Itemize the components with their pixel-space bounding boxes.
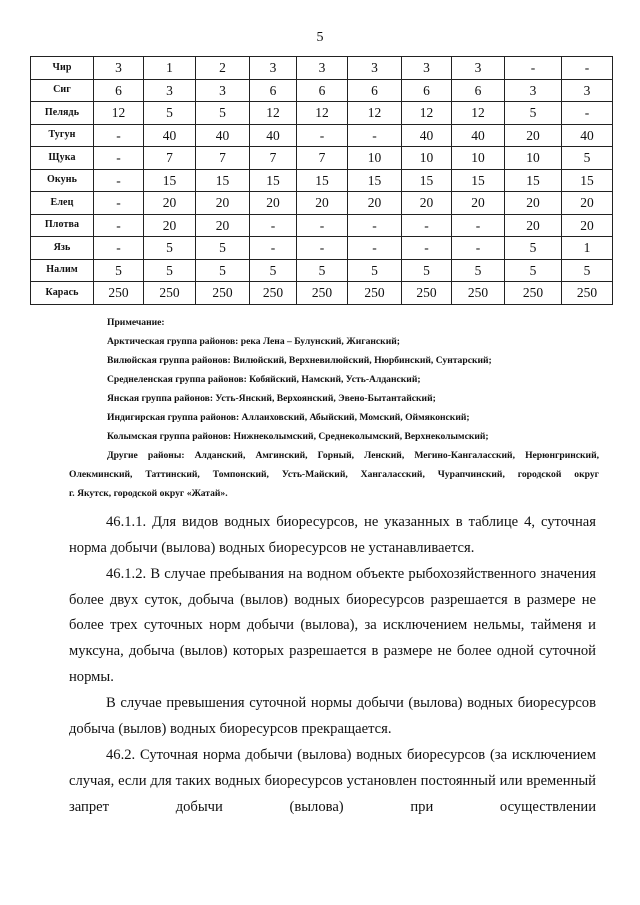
- notes-title: Примечание:: [107, 317, 165, 328]
- limit-cell: 20: [505, 192, 562, 215]
- limit-cell: 20: [196, 214, 250, 237]
- limit-cell: 40: [250, 124, 297, 147]
- fish-name-cell: Налим: [31, 259, 94, 282]
- limit-cell: -: [402, 214, 452, 237]
- limit-cell: 7: [297, 147, 348, 170]
- limit-cell: 1: [562, 237, 613, 260]
- limit-cell: -: [94, 147, 144, 170]
- limit-cell: -: [348, 237, 402, 260]
- paragraph-46-1-2: 46.1.2. В случае пребывания на водном объекте рыбохозяйственного значения более двух суток, добыча (вылов) водных биоресурсов разрешается в размере не более трех суточных норм добычи (вылова), за исключением нельмы, тайменя и муксуна, добыча (вылов) которых разрешается в размере не более одной суточной нормы.: [69, 566, 596, 685]
- fish-name-cell: Тугун: [31, 124, 94, 147]
- limit-cell: 10: [348, 147, 402, 170]
- limit-cell: 3: [94, 57, 144, 80]
- limit-cell: 5: [94, 259, 144, 282]
- limit-cell: 20: [452, 192, 505, 215]
- note-yana: Янская группа районов: Усть-Янский, Верхоянский, Эвено-Бытантайский;: [107, 393, 436, 404]
- limit-cell: 40: [144, 124, 196, 147]
- limit-cell: 40: [196, 124, 250, 147]
- limit-cell: -: [94, 192, 144, 215]
- limit-cell: 7: [196, 147, 250, 170]
- limit-cell: -: [250, 237, 297, 260]
- limit-cell: 5: [297, 259, 348, 282]
- limit-cell: 250: [196, 282, 250, 305]
- limit-cell: 6: [250, 79, 297, 102]
- limit-cell: 12: [402, 102, 452, 125]
- fish-name-cell: Чир: [31, 57, 94, 80]
- limit-cell: 15: [402, 169, 452, 192]
- table-body: [31, 57, 613, 305]
- limit-cell: -: [562, 102, 613, 125]
- paragraph-46-2: 46.2. Суточная норма добычи (вылова) водных биоресурсов (за исключением случая, если для таких водных биоресурсов установлен постоянный или временный запрет добычи (вылова) при осуществлении: [69, 747, 596, 815]
- limit-cell: 20: [505, 124, 562, 147]
- limit-cell: 12: [94, 102, 144, 125]
- limit-cell: -: [348, 124, 402, 147]
- limit-cell: -: [94, 124, 144, 147]
- limit-cell: 12: [348, 102, 402, 125]
- limit-cell: 250: [452, 282, 505, 305]
- table-row: [31, 237, 613, 260]
- limit-cell: 20: [505, 214, 562, 237]
- note-other-line-1: Другие районы: Алданский, Амгинский, Горный, Ленский, Мегино-Кангаласский, Нерюнгринский,: [107, 450, 599, 461]
- limit-cell: 20: [402, 192, 452, 215]
- limit-cell: 7: [144, 147, 196, 170]
- limit-cell: 5: [505, 237, 562, 260]
- limit-cell: 5: [505, 102, 562, 125]
- table-row: [31, 214, 613, 237]
- limit-cell: 15: [505, 169, 562, 192]
- limit-cell: 20: [250, 192, 297, 215]
- limit-cell: 2: [196, 57, 250, 80]
- limit-cell: -: [94, 169, 144, 192]
- fish-name-cell: Пелядь: [31, 102, 94, 125]
- limit-cell: 15: [250, 169, 297, 192]
- limit-cell: 7: [250, 147, 297, 170]
- limit-cell: 5: [250, 259, 297, 282]
- limit-cell: 15: [562, 169, 613, 192]
- limit-cell: -: [297, 237, 348, 260]
- table-row: [31, 79, 613, 102]
- limit-cell: 250: [402, 282, 452, 305]
- paragraph-excess-norm: В случае превышения суточной нормы добычи (вылова) водных биоресурсов добыча (вылов) водных биоресурсов прекращается.: [69, 695, 596, 737]
- limit-cell: 5: [144, 237, 196, 260]
- limit-cell: 250: [94, 282, 144, 305]
- limit-cell: 5: [452, 259, 505, 282]
- limit-cell: -: [250, 214, 297, 237]
- limit-cell: 15: [297, 169, 348, 192]
- paragraph-46-1-1: 46.1.1. Для видов водных биоресурсов, не указанных в таблице 4, суточная норма добычи (вылова) водных биоресурсов не устанавливается.: [69, 514, 596, 556]
- limit-cell: -: [402, 237, 452, 260]
- limit-cell: -: [452, 214, 505, 237]
- limit-cell: 250: [505, 282, 562, 305]
- limit-cell: -: [94, 214, 144, 237]
- fish-name-cell: Щука: [31, 147, 94, 170]
- limit-cell: 40: [402, 124, 452, 147]
- fish-name-cell: Карась: [31, 282, 94, 305]
- note-arctic: Арктическая группа районов: река Лена – Булунский, Жиганский;: [107, 336, 400, 347]
- limit-cell: 40: [562, 124, 613, 147]
- limit-cell: 10: [402, 147, 452, 170]
- limit-cell: 3: [144, 79, 196, 102]
- limit-cell: 15: [196, 169, 250, 192]
- fish-name-cell: Плотва: [31, 214, 94, 237]
- limit-cell: 12: [250, 102, 297, 125]
- limit-cell: 20: [196, 192, 250, 215]
- note-kolyma: Колымская группа районов: Нижнеколымский, Среднеколымский, Верхнеколымский;: [107, 431, 489, 442]
- note-indigirka: Индигирская группа районов: Аллаиховский, Абыйский, Момский, Оймяконский;: [107, 412, 470, 423]
- limit-cell: 15: [144, 169, 196, 192]
- table-row: [31, 192, 613, 215]
- limit-cell: 10: [505, 147, 562, 170]
- limit-cell: 5: [144, 259, 196, 282]
- table-row: [31, 259, 613, 282]
- limit-cell: -: [562, 57, 613, 80]
- limit-cell: 5: [196, 237, 250, 260]
- limit-cell: 3: [196, 79, 250, 102]
- limit-cell: 250: [144, 282, 196, 305]
- document-body: [69, 510, 596, 820]
- limit-cell: 5: [505, 259, 562, 282]
- limit-cell: -: [348, 214, 402, 237]
- limit-cell: 5: [196, 259, 250, 282]
- table-row: [31, 57, 613, 80]
- limit-cell: 6: [402, 79, 452, 102]
- limit-cell: 6: [348, 79, 402, 102]
- limit-cell: 15: [452, 169, 505, 192]
- limit-cell: -: [297, 214, 348, 237]
- limit-cell: 6: [297, 79, 348, 102]
- limit-cell: 3: [452, 57, 505, 80]
- table-row: [31, 169, 613, 192]
- limit-cell: 20: [348, 192, 402, 215]
- limit-cell: 3: [562, 79, 613, 102]
- fish-name-cell: Окунь: [31, 169, 94, 192]
- limit-cell: 40: [452, 124, 505, 147]
- note-other-line-3: г. Якутск, городской округ «Жатай».: [69, 488, 228, 499]
- limit-cell: 5: [562, 259, 613, 282]
- limit-cell: 10: [452, 147, 505, 170]
- table-row: [31, 124, 613, 147]
- limit-cell: 250: [250, 282, 297, 305]
- limit-cell: 12: [297, 102, 348, 125]
- limit-cell: 5: [348, 259, 402, 282]
- limit-cell: 15: [348, 169, 402, 192]
- limit-cell: 6: [452, 79, 505, 102]
- limit-cell: 20: [562, 192, 613, 215]
- limit-cell: 250: [562, 282, 613, 305]
- limit-cell: 1: [144, 57, 196, 80]
- limit-cell: 5: [144, 102, 196, 125]
- page-number: 5: [316, 30, 324, 45]
- table-row: [31, 147, 613, 170]
- limit-cell: -: [505, 57, 562, 80]
- limit-cell: 5: [402, 259, 452, 282]
- note-other-line-2: Олекминский, Таттинский, Томпонский, Усть-Майский, Хангаласский, Чурапчинский, городской округ: [69, 469, 599, 480]
- limit-cell: 20: [144, 214, 196, 237]
- table-row: [31, 282, 613, 305]
- limit-cell: 20: [144, 192, 196, 215]
- note-central: Среднеленская группа районов: Кобяйский, Намский, Усть-Алданский;: [107, 374, 421, 385]
- catch-limits-table: [30, 56, 613, 305]
- notes-block: [69, 313, 599, 503]
- fish-name-cell: Сиг: [31, 79, 94, 102]
- limit-cell: -: [452, 237, 505, 260]
- limit-cell: -: [94, 237, 144, 260]
- limit-cell: 5: [196, 102, 250, 125]
- limit-cell: 3: [402, 57, 452, 80]
- limit-cell: -: [297, 124, 348, 147]
- limit-cell: 3: [297, 57, 348, 80]
- limit-cell: 5: [562, 147, 613, 170]
- fish-name-cell: Язь: [31, 237, 94, 260]
- note-vilyuy: Вилюйская группа районов: Вилюйский, Верхневилюйский, Нюрбинский, Сунтарский;: [107, 355, 492, 366]
- limit-cell: 12: [452, 102, 505, 125]
- limit-cell: 3: [505, 79, 562, 102]
- limit-cell: 3: [250, 57, 297, 80]
- limit-cell: 250: [297, 282, 348, 305]
- limit-cell: 3: [348, 57, 402, 80]
- limit-cell: 250: [348, 282, 402, 305]
- limit-cell: 20: [297, 192, 348, 215]
- fish-name-cell: Елец: [31, 192, 94, 215]
- table-row: [31, 102, 613, 125]
- limit-cell: 20: [562, 214, 613, 237]
- limit-cell: 6: [94, 79, 144, 102]
